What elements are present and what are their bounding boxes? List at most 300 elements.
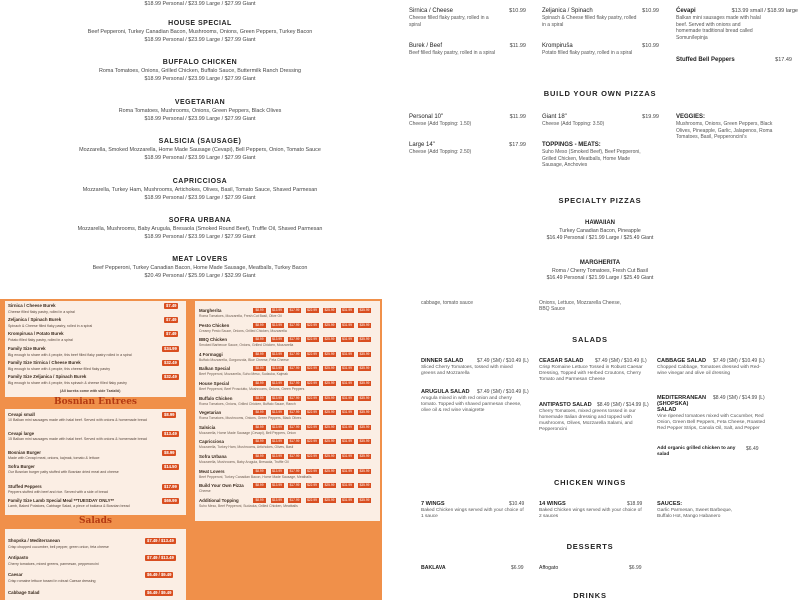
pizza-grid-price-cell: $35.99 (359, 410, 370, 415)
pizza-grid-price-cell: $8.99 (253, 396, 266, 401)
salad-mediterranean (657, 395, 765, 432)
pizza-ingredients: Roma / Cherry Tomatoes, Fresh Cut Basil (552, 268, 648, 274)
pizza-grid-row (197, 351, 380, 362)
item-desc: Beef filled flaky pastry, rolled in a spiral (409, 50, 496, 56)
pizza-item-house-special (0, 20, 400, 43)
entree-name: Family Size Lamb Special Meal **TUESDAY ONLY** (8, 498, 114, 503)
item-price: $17.49 (775, 57, 792, 63)
pizza-grid-price-cell: $17.99 (289, 366, 300, 371)
pizza-ingredients: Mozzarella, Smoked Mozzarella, Home Made Sausage (Cevapi), Bell Peppers, Onion, Tomato Sauce (79, 147, 321, 153)
pizza-grid-row-name: Salsicia (199, 424, 216, 430)
pizza-grid-price-cell: $17.99 (289, 322, 300, 327)
salad-name: Cabbage Salad (8, 590, 40, 595)
pizza-grid-price-cell: $25.99 (324, 439, 335, 444)
pizza-ingredients: Beef Pepperoni, Turkey Canadian Bacon, Home Made Sausage, Meatballs, Turkey Bacon (92, 265, 308, 271)
item-price: $13.99 small / $18.99 large (731, 8, 798, 14)
pizza-prices: $18.99 Personal / $23.99 Large / $27.99 Giant (144, 155, 256, 161)
menu-item-desc: Big enough to share with 4 people, this beef filled flaky pastry rolled in a spiral (8, 353, 132, 357)
pizza-grid-price-cell: $17.99 (289, 337, 300, 342)
entree-price: $69.99 (164, 498, 177, 503)
wings-name: 7 WINGS (421, 501, 445, 507)
pizza-name: MARGHERITA (579, 260, 621, 266)
pizza-grid-price-cell: $13.99 (272, 410, 282, 415)
pizza-grid-row-desc: Roma Tomatoes, Mushrooms, Onions, Green Peppers, Black Olives (199, 416, 302, 421)
pizza-grid-row-name: Buffalo Chicken (199, 395, 233, 401)
pizza-grid-row-desc: Creamy Pesto Sauce, Onions, Grilled Chicken, Mozzarella (199, 328, 287, 333)
pizza-grid-price-cell: $35.99 (359, 439, 370, 444)
wings-price: $18.99 (627, 501, 643, 507)
salad-price: $7.49 (SM) / $10.49 (L) (477, 358, 529, 364)
pizza-grid-price-cell: $35.99 (359, 381, 370, 385)
entree-name: Sofra Burger (8, 464, 35, 469)
burek-note: (All bureks come with side Tzatziki) (60, 389, 121, 393)
salad-name: DINNER SALAD (421, 358, 464, 364)
wings-name: 14 WINGS (539, 501, 566, 507)
pizza-grid-row (197, 322, 380, 333)
menu-item-name: Krompirusa / Potato Burek (8, 331, 64, 336)
pizza-name: HAWAIIAN (585, 220, 615, 226)
pizza-item-sofra-urbana (0, 217, 400, 240)
drinks-section-title: DRINKS (573, 591, 607, 600)
entree-desc: Our Bosnian burger patty stuffed with Bosnian dried meat and cheese (8, 470, 119, 474)
pizza-grid-price-cell: $31.99 (342, 468, 352, 473)
pizza-grid-row (197, 337, 380, 348)
pizza-grid-price-cell: $17.99 (289, 483, 300, 488)
pizza-grid-price-cell: $31.99 (342, 308, 352, 312)
pizza-grid-price-cell: $35.99 (359, 366, 370, 371)
desserts-section-title: DESSERTS (566, 542, 614, 551)
pizza-grid-row-desc: Mozzarella, Turkey Ham, Mushrooms, Artichokes, Olives, Basil (199, 445, 294, 450)
menu-item-price: $7.49 (166, 317, 177, 322)
pizza-ingredients: Beef Pepperoni, Turkey Canadian Bacon, Mushrooms, Onions, Green Peppers, Turkey Bacon (87, 29, 313, 35)
pizza-name: HOUSE SPECIAL (168, 20, 232, 27)
pizza-grid-row-name: 4 Formaggi (199, 351, 223, 357)
pizza-grid-price-cell: $17.99 (289, 395, 300, 400)
pizza-grid-price-cell: $35.99 (359, 308, 370, 312)
salad-desc: Crisp romaine lettuce tossed in robust Caesar dressing (8, 579, 96, 583)
item-price: $10.99 (642, 43, 659, 49)
menu-item-sirnica (409, 8, 499, 28)
entree-desc: 10 Balkan mini sausages made with halal beef. Served with onions & homemade bread (8, 418, 147, 422)
pizza-grid-row (197, 497, 380, 508)
pizza-item-capricciosa (0, 178, 400, 201)
salad-desc: Crisp chopped cucumber, bell pepper, green onion, feta cheese (8, 545, 109, 549)
pizza-prices: $16.49 Personal / $21.99 Large / $25.49 Giant (546, 275, 654, 281)
addon-text: Add organic grilled chicken to any salad (657, 446, 736, 457)
dessert-price: $6.99 (511, 565, 524, 571)
menu-item-desc: Cheese filled flaky pastry, rolled in a spiral (8, 310, 75, 314)
byo-section-title: BUILD YOUR OWN PIZZAS (543, 89, 657, 98)
pizza-grid-row (197, 468, 380, 479)
printed-menu-photo (0, 299, 382, 600)
menu-item-price: $32.49 (164, 360, 177, 365)
item-price: $17.99 (509, 142, 526, 148)
pizza-grid-price-cell: $8.99 (253, 366, 266, 371)
pizza-grid-row-name: Capricciosa (199, 439, 224, 445)
pizza-ingredients: Roma Tomatoes, Onions, Grilled Chicken, Buffalo Sauce, Buttermilk Ranch Dressing (98, 68, 302, 74)
sauces-title: SAUCES: (657, 501, 683, 507)
salad-price: $7.49 / $13.49 (147, 538, 174, 543)
wings-7 (421, 501, 525, 520)
salad-desc: Vine ripened tomatoes mixed with Cucumber, Red Onion, Green Bell Peppers, Feta Cheese, Roasted Red Pepper Strips, Canola Oil, Salt, and Pepper (657, 414, 765, 431)
entree-price: $8.99 (164, 412, 175, 417)
pizza-grid-price-cell: $8.99 (253, 323, 266, 328)
pizza-grid-price-cell: $13.99 (272, 424, 282, 429)
item-desc: Spinach & Cheese filled flaky pastry, rolled in a spiral (542, 15, 637, 28)
pizza-grid-price-cell: $22.99 (307, 308, 317, 312)
item-desc: Cheese (Add Topping: 1.50) (409, 121, 472, 127)
item-price: $19.99 (642, 114, 659, 120)
menu-item-price: $7.49 (166, 303, 177, 308)
pizza-ingredients: Mozzarella, Mushrooms, Baby Arugula, Bresaola (Smoked Round Beef), Truffle Oil, Shaved Parmesan (77, 226, 323, 232)
toppings-meats (542, 142, 647, 169)
salad-caesar (539, 358, 647, 383)
pizza-grid-row-desc: Roma Tomatoes, Onions, Grilled Chicken, Buffalo Sauce, Ranch (199, 401, 296, 406)
item-desc: Balkan mini sausages made with halal beef. Served with onions and homemade traditional bread called Somun/lepinja (676, 15, 761, 41)
salad-name: ANTIPASTO SALAD (539, 402, 592, 408)
item-desc: Cheese filled flaky pastry, rolled in a spiral (409, 15, 489, 28)
salads-section-title: SALADS (572, 335, 608, 344)
pizza-prices: $18.99 Personal / $23.99 Large / $27.99 Giant (144, 195, 256, 201)
pizza-ingredients: Roma Tomatoes, Mushrooms, Onions, Green Peppers, Black Olives (118, 108, 282, 114)
salad-desc: Cherry Tomatoes, mixed greens tossed in our homemade Italian dressing and topped with mushrooms, Olives, Mozzarella Salami, and Pepperoncini (539, 409, 636, 432)
pizza-grid-price-cell: $8.99 (253, 469, 266, 474)
pizza-grid-price-cell: $31.99 (342, 454, 352, 458)
pizza-grid-price-cell: $25.99 (324, 322, 335, 327)
pizza-name: SALSICIA (SAUSAGE) (158, 138, 242, 145)
entree-price: $14.50 (164, 464, 177, 469)
pizza-grid-price-cell: $31.99 (342, 337, 352, 342)
pizza-grid-row-desc: Smoked Barbecue Sauce, Onions, Grilled Chicken, Mozzarella (199, 343, 294, 348)
salad-price: $8.49 (SM) / $14.99 (L) (713, 395, 765, 401)
pizza-grid-price-cell: $22.99 (307, 381, 317, 385)
pizza-grid-price-cell: $22.99 (307, 468, 317, 473)
pizza-grid-price-cell: $35.99 (359, 483, 370, 488)
pizza-grid-price-cell: $8.99 (253, 483, 266, 488)
pizza-grid-price-cell: $25.99 (324, 381, 335, 385)
menu-item-name: Family Size Zeljanica / Spinach Burek (8, 374, 87, 379)
dessert-name: Affogato (539, 565, 559, 571)
pizza-grid-price-cell: $13.99 (272, 381, 282, 385)
pizza-grid-price-cell: $31.99 (342, 410, 352, 415)
pizza-name: MEAT LOVERS (172, 256, 228, 263)
sauces-list: Garlic Parmesan, Sweet Barbeque, Buffalo Hot, Mango Habanero (657, 508, 733, 519)
pizza-grid-price-cell: $8.99 (253, 381, 266, 386)
cut-text-right: Onions, Lettuce, Mozzarella Cheese, BBQ Sauce (539, 300, 621, 312)
pizza-prices: $16.49 Personal / $21.99 Large / $25.49 Giant (546, 235, 654, 241)
pizza-grid-row-name: BBQ Chicken (199, 337, 228, 343)
pizza-grid-price-cell: $13.99 (272, 454, 282, 458)
pizza-grid-row (197, 454, 380, 464)
item-desc: Cheese (Add Topping: 2.50) (409, 149, 472, 155)
menu-item-desc: Potato filled flaky pastry, rolled in a spiral (8, 338, 73, 342)
pizza-grid-price-cell: $25.99 (324, 468, 335, 473)
pizza-grid-price-cell: $31.99 (342, 483, 352, 488)
pizza-prices: $20.49 Personal / $25.99 Large / $32.99 Giant (144, 273, 256, 279)
pizza-grid-row-desc: Roma Tomatoes, Mozzarella, Fresh Cut Basil, Olive Oil (199, 314, 282, 318)
pizza-grid-price-cell: $35.99 (359, 351, 370, 356)
item-name: Zeljanica / Spinach (542, 8, 593, 14)
pizza-grid-row (197, 308, 380, 318)
menu-item-stuffed-peppers (676, 57, 776, 63)
pizza-grid-price-cell: $13.99 (272, 322, 282, 327)
pizza-grid-row-name: Margherita (199, 308, 222, 313)
pizza-grid-price-cell: $13.99 (272, 468, 282, 473)
salad-desc: Crisp Romaine Lettuce Tossed in Robust Caesar Dressing, Topped with Herbed Croutons, Cherry Tomato and Parmesan Cheese (539, 365, 643, 382)
salad-addon (657, 445, 747, 458)
pizza-grid-price-cell: $31.99 (342, 351, 352, 356)
pizza-grid-price-cell: $17.99 (289, 439, 300, 444)
pizza-grid-row (197, 410, 380, 421)
pizza-grid-price-cell: $25.99 (324, 366, 335, 371)
pizza-ingredients: Mozzarella, Turkey Ham, Mushrooms, Artichokes, Olives, Basil, Tomato Sauce, Shaved Parmesan (82, 187, 318, 193)
pizza-grid-row-desc: Mozzarella, Home Made Sausage (Cevapi), Bell Peppers, Onion (199, 430, 296, 435)
toppings-veggies (676, 114, 774, 141)
pizza-grid-price-cell: $25.99 (324, 308, 335, 312)
pizza-grid-price-cell: $35.99 (359, 322, 370, 327)
item-name: Sirnica / Cheese (409, 8, 454, 14)
entrees-heading: Bosnian Entrees (54, 397, 137, 407)
entree-desc: 15 Balkan mini sausages made with halal beef. Served with onions & homemade bread (8, 437, 147, 441)
pizza-grid-row-name: Balkan Special (199, 366, 230, 372)
pizza-grid-row (197, 439, 380, 450)
salad-name: CEASAR SALAD (539, 358, 584, 364)
salad-price: $8.49 (SM) / $14.99 (L) (597, 402, 649, 408)
toppings-meats-list: Suho Meso (Smoked Beef), Beef Pepperoni, Grilled Chicken, Meatballs, Home Made Sausage, Anchovies (542, 149, 641, 168)
item-name: Giant 18" (542, 114, 567, 120)
pizza-grid-price-cell: $31.99 (342, 424, 352, 429)
item-price: $10.99 (642, 8, 659, 14)
entree-desc: Peppers stuffed with beef and rice. Served with a side of bread (8, 490, 108, 494)
pizza-grid-row-desc: Beef Pepperoni, Mozzarella, Suho Meso, Sudzuka, Kajmak (199, 372, 288, 377)
pizza-grid-row (197, 424, 380, 435)
pizza-grid-price-cell: $22.99 (307, 410, 317, 415)
pizza-grid-price-cell: $31.99 (342, 497, 352, 502)
pizza-grid-row-name: House Special (199, 381, 230, 386)
pizza-grid-price-cell: $22.99 (307, 483, 317, 488)
pizza-grid-price-cell: $17.99 (289, 351, 300, 356)
pizza-grid-row-name: Build Your Own Pizza (199, 483, 244, 489)
pizza-grid-row-name: Pesto Chicken (199, 322, 230, 328)
byo-large (409, 142, 499, 156)
pizza-grid-price-cell: $22.99 (307, 497, 317, 502)
menu-item-name: Family Size Burek (8, 346, 46, 351)
pizza-grid-row (197, 395, 380, 406)
pizza-grid-price-cell: $22.99 (307, 351, 317, 356)
pizza-name: SOFRA URBANA (168, 217, 232, 224)
cut-text-left: cabbage, tomato sauce (421, 300, 473, 306)
wings-sauces (657, 501, 747, 520)
pizza-grid-price-cell: $8.99 (253, 410, 266, 415)
pizza-grid-price-cell: $13.99 (272, 351, 282, 356)
item-name: Krompiruša (542, 43, 573, 49)
wings-14 (539, 501, 643, 520)
salad-dinner (421, 358, 529, 377)
pizza-item (0, 0, 400, 7)
pizza-grid-price-cell: $35.99 (359, 424, 370, 429)
pizza-grid-price-cell: $13.99 (272, 483, 282, 488)
veggies-list: Mushrooms, Onions, Green Peppers, Black Olives, Pineapple, Garlic, Jalapenos, Roma Tomatoes, Basil, Pepperoncini's (676, 121, 773, 140)
pizza-grid-row-desc: Buffalo Mozzarella, Gorgonzola, Blue Cheese, Feta Cheese (199, 357, 289, 362)
menu-item-price: $34.99 (164, 346, 177, 351)
pizza-grid-price-cell: $25.99 (324, 337, 335, 342)
pizza-grid-price-cell: $31.99 (342, 322, 352, 327)
pizza-grid-row-name: Vegetarian (199, 410, 222, 416)
entree-name: Bosnian Burger (8, 450, 41, 455)
entree-price: $17.99 (164, 484, 177, 489)
salad-desc: Sliced Cherry Tomatoes, tossed with mixed greens and Mozzarella (421, 365, 513, 376)
pizza-grid-row-desc: Beef Pepperoni, Beef Prosciutto, Mushrooms, Onions, Green Peppers (199, 387, 305, 391)
salad-desc: Chopped Cabbage, Tomatoes dressed with Red-wine vinegar and olive oil dressing (657, 365, 761, 376)
pizza-grid-price-cell: $8.99 (253, 454, 266, 459)
pizza-grid-row-name: Sofra Urbana (199, 454, 227, 459)
pizza-grid-price-cell: $25.99 (324, 395, 335, 400)
salad-name: Caesar (8, 572, 23, 577)
pizza-grid-price-cell: $25.99 (324, 497, 335, 502)
wings-section-title: CHICKEN WINGS (553, 478, 627, 487)
specialty-hawaiian (520, 220, 680, 242)
pizza-list-column (0, 0, 400, 298)
wings-desc: Baked Chicken wings served with your choice of 2 sauces (539, 508, 642, 519)
pizza-grid-price-cell: $35.99 (359, 454, 370, 458)
pizza-grid-row-desc: Suho Meso, Beef Pepperoni, Sudzuka, Grilled Chicken, Meatballs (199, 503, 298, 508)
item-price: $10.99 (509, 8, 526, 14)
pizza-grid-price-cell: $31.99 (342, 366, 352, 371)
entree-desc: Lamb, Baked Potatoes, Cabbage Salad, a piece of baklava & Bosnian bread (8, 504, 130, 508)
pizza-grid-price-cell: $13.99 (272, 308, 282, 312)
item-name: Personal 10" (409, 114, 444, 120)
dessert-price: $6.99 (629, 565, 642, 571)
pizza-item-buffalo-chicken (0, 59, 400, 82)
pizza-grid-price-cell: $8.99 (253, 352, 266, 357)
salad-price: $7.49 (SM) / $10.49 (L) (713, 358, 765, 364)
wings-desc: Baked Chicken wings served with your choice of 1 sauce (421, 508, 524, 519)
pizza-grid-price-cell: $17.99 (289, 424, 300, 429)
pizza-grid-price-cell: $13.99 (272, 366, 282, 371)
pizza-grid-row-desc: Beef Pepperoni, Turkey Canadian Bacon, Home Made Sausage, Meatballs (199, 474, 312, 479)
salad-name: MEDITERRANEAN (SHOPSKA) SALAD (657, 395, 707, 413)
salad-cabbage (657, 358, 765, 377)
entree-name: Stuffed Peppers (8, 484, 42, 489)
pizza-grid-price-cell: $8.99 (253, 337, 266, 342)
pizza-grid-price-cell: $25.99 (324, 424, 335, 429)
pizza-ingredients: Turkey Canadian Bacon, Pineapple (559, 228, 641, 234)
pizza-grid-price-cell: $22.99 (307, 366, 317, 371)
entree-desc: Made with Cevapi meat, onions, kajmak, tomato & lettuce (8, 456, 100, 460)
item-name: Ćevapi (676, 8, 696, 14)
specialty-section-title: SPECIALTY PIZZAS (558, 196, 642, 205)
entree-price: $8.99 (164, 450, 175, 455)
entree-name: Cevapi large (8, 431, 35, 436)
salad-name: CABBAGE SALAD (657, 358, 707, 364)
salad-name: ARUGULA SALAD (421, 389, 470, 395)
pizza-grid-price-cell: $35.99 (359, 468, 370, 473)
dessert-baklava (421, 565, 525, 571)
dessert-affogato (539, 565, 643, 571)
salad-price: $7.49 / $13.49 (147, 555, 174, 560)
pizza-grid-price-cell: $17.99 (289, 410, 300, 415)
salad-price: $7.49 (SM) / $10.49 (L) (595, 358, 647, 364)
pizza-grid-price-cell: $17.99 (289, 468, 300, 473)
toppings-meats-title: TOPPINGS - MEATS: (542, 142, 601, 148)
item-price: $11.99 (509, 43, 526, 49)
addon-price: $6.49 (746, 446, 759, 452)
item-desc: Cheese (Add Topping: 3.50) (542, 121, 605, 127)
pizza-grid-row-name: Additional Topping (199, 497, 239, 503)
pizza-prices: $18.99 Personal / $23.99 Large / $27.99 Giant (144, 1, 256, 7)
pizza-grid-price-cell: $8.99 (253, 425, 266, 430)
entree-name: Cevapi small (8, 412, 35, 417)
salad-price: $6.49 / $9.49 (147, 590, 172, 595)
byo-personal (409, 114, 499, 128)
pizza-grid-price-cell: $31.99 (342, 439, 352, 444)
pizza-grid-price-cell: $8.99 (253, 498, 266, 503)
pizza-grid-price-cell: $35.99 (359, 395, 370, 400)
pizza-grid-price-cell: $13.99 (272, 497, 282, 502)
pizza-prices: $18.99 Personal / $23.99 Large / $27.99 Giant (144, 76, 256, 82)
veggies-title: VEGGIES: (676, 114, 706, 120)
pizza-grid-price-cell: $22.99 (307, 439, 317, 444)
pizza-grid-price-cell: $25.99 (324, 483, 335, 488)
pizza-grid-price-cell: $13.99 (272, 439, 282, 444)
menu-item-price: $7.49 (166, 331, 177, 336)
pizza-grid-price-cell: $35.99 (359, 497, 370, 502)
salad-antipasto (539, 402, 649, 433)
pizza-grid-price-cell: $22.99 (307, 395, 317, 400)
salad-name: Shopska / Mediterranean (8, 538, 60, 543)
pizza-grid-row-name: Meat Lovers (199, 468, 225, 474)
pizza-prices: $18.99 Personal / $23.99 Large / $27.99 Giant (144, 37, 256, 43)
menu-item-name: Family Size Sirnica / Cheese Burek (8, 360, 81, 365)
pizza-grid-row (197, 381, 380, 391)
pizza-grid-price-cell: $13.99 (272, 395, 282, 400)
item-name: Burek / Beef (409, 43, 443, 49)
item-name: Stuffed Bell Peppers (676, 57, 735, 63)
pizza-prices: $18.99 Personal / $23.99 Large / $27.99 Giant (144, 234, 256, 240)
pizza-grid-row (197, 483, 380, 494)
pizza-grid-row-desc: Mozzarella, Mushrooms, Baby Arugula, Bresaola, Truffle Oil (199, 460, 289, 464)
pizza-grid-price-cell: $25.99 (324, 410, 335, 415)
pizza-grid-price-cell: $17.99 (289, 308, 300, 312)
menu-item-desc: Big enough to share with 4 people, this cheese filled flaky pastry (8, 367, 111, 371)
salads-heading: Salads (79, 516, 112, 526)
entree-price: $13.49 (164, 431, 177, 436)
pizza-grid-price-cell: $31.99 (342, 395, 352, 400)
pizza-grid-price-cell: $25.99 (324, 351, 335, 356)
specialty-margherita (520, 260, 680, 282)
pizza-grid-price-cell: $17.99 (289, 454, 300, 458)
salad-desc: Arugula mixed in with red onion and cherry tomato. Topped with shaved parmesan cheese, olive oil & red wine vinaigrette (421, 396, 522, 413)
wings-price: $10.49 (509, 501, 525, 507)
pizza-grid-price-cell: $8.99 (253, 439, 266, 444)
pizza-grid-price-cell: $35.99 (359, 337, 370, 342)
pizza-grid-price-cell: $25.99 (324, 454, 335, 458)
pizza-grid-price-cell: $22.99 (307, 424, 317, 429)
dessert-name: BAKLAVA (421, 565, 446, 571)
pizza-grid-price-cell: $22.99 (307, 454, 317, 458)
pizza-grid-price-cell: $17.99 (289, 497, 300, 502)
pizza-name: BUFFALO CHICKEN (162, 59, 238, 66)
salad-name: Antipasto (8, 555, 29, 560)
menu-item-desc: Big enough to share with 4 people, this spinach & cheese filled flaky pastry (8, 381, 127, 385)
pizza-item-vegetarian (0, 99, 400, 122)
menu-item-name: Sirnica / Cheese Burek (8, 303, 56, 308)
salad-price: $6.49 / $9.49 (147, 572, 172, 577)
pizza-item-salsicia (0, 138, 400, 161)
pizza-grid-row (197, 366, 380, 377)
pizza-grid-price-cell: $13.99 (272, 337, 282, 342)
menu-item-desc: Spinach & Cheese filled flaky pastry, rolled in a spiral (8, 324, 93, 328)
